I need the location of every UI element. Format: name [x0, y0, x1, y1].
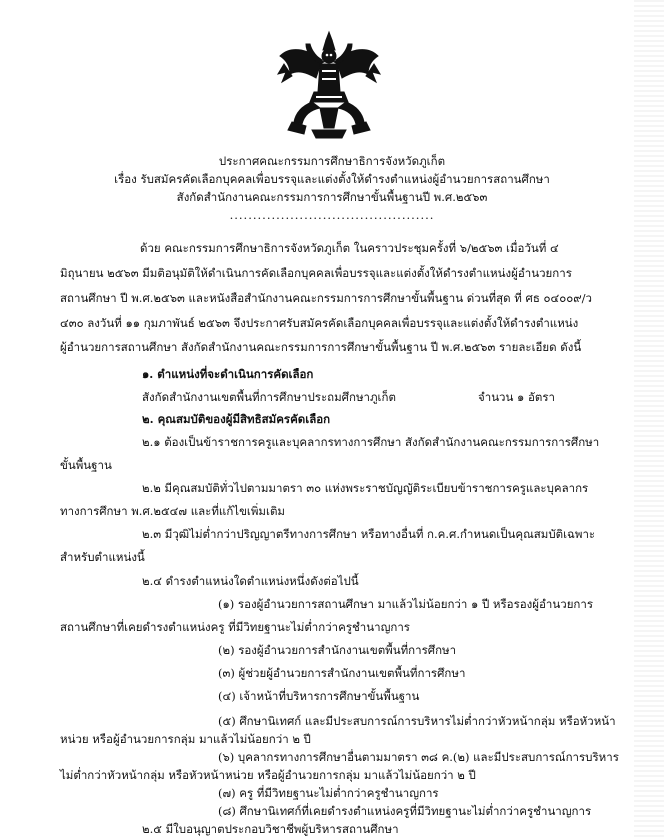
- qualification-item: ๒.๕ มีใบอนุญาตประกอบวิชาชีพผู้บริหารสถานศึกษา: [142, 822, 399, 836]
- intro-line: สถานศึกษา ปี พ.ศ.๒๕๖๓ และหนังสือสำนักงานคณะกรรมการการศึกษาขั้นพื้นฐาน ด่วนที่สุด ที่ ศธ ๐๔๐๐๙/ว: [60, 291, 593, 305]
- position-option: (๗) ครู ที่มีวิทยฐานะไม่ต่ำกว่าครูชำนาญการ: [218, 786, 439, 800]
- garuda-emblem: [276, 30, 382, 140]
- qualification-item-cont: สำหรับตำแหน่งนี้: [60, 550, 145, 564]
- separator-dots: ............................................: [229, 208, 435, 222]
- position-option-cont: สถานศึกษาที่เคยดำรงตำแหน่งครู ที่มีวิทยฐานะไม่ต่ำกว่าครูชำนาญการ: [60, 620, 410, 634]
- position-option: (๖) บุคลากรทางการศึกษาอื่นตามมาตรา ๓๘ ค.(๒) และมีประสบการณ์การบริหาร: [218, 750, 619, 764]
- qualification-item: ๒.๒ มีคุณสมบัติทั่วไปตามมาตรา ๓๐ แห่งพระราชบัญญัติระเบียบข้าราชการครูและบุคลากร: [142, 481, 589, 495]
- position-option-cont: หน่วย หรือผู้อำนวยการกลุ่ม มาแล้วไม่น้อยกว่า ๒ ปี: [60, 732, 311, 746]
- position-option: (๘) ศึกษานิเทศก์ที่เคยดำรงตำแหน่งครูที่มีวิทยฐานะไม่ต่ำกว่าครูชำนาญการ: [218, 804, 592, 818]
- position-option-cont: ไม่ต่ำกว่าหัวหน้ากลุ่ม หรือหัวหน้าหน่วย หรือผู้อำนวยการกลุ่ม มาแล้วไม่น้อยกว่า ๒ ปี: [60, 768, 476, 782]
- qualification-item-cont: ทางการศึกษา พ.ศ.๒๕๔๗ และที่แก้ไขเพิ่มเติม: [60, 504, 285, 518]
- section-1-heading: ๑. ตำแหน่งที่จะดำเนินการคัดเลือก: [142, 367, 314, 381]
- position-option: (๕) ศึกษานิเทศก์ และมีประสบการณ์การบริหารไม่ต่ำกว่าหัวหน้ากลุ่ม หรือหัวหน้า: [218, 714, 616, 728]
- issuer-title: ประกาศคณะกรรมการศึกษาธิการจังหวัดภูเก็ต: [218, 154, 446, 168]
- section-2-heading: ๒. คุณสมบัติของผู้มีสิทธิสมัครคัดเลือก: [142, 412, 331, 426]
- position-quantity: จำนวน ๑ อัตรา: [478, 390, 555, 404]
- qualification-item: ๒.๓ มีวุฒิไม่ต่ำกว่าปริญญาตรีทางการศึกษา หรือทางอื่นที่ ก.ค.ศ.กำหนดเป็นคุณสมบัติเฉพาะ: [142, 527, 596, 541]
- position-option: (๓) ผู้ช่วยผู้อำนวยการสำนักงานเขตพื้นที่การศึกษา: [218, 666, 466, 680]
- position-option: (๔) เจ้าหน้าที่บริหารการศึกษาขั้นพื้นฐาน: [218, 689, 420, 703]
- qualification-item: ๒.๔ ดำรงตำแหน่งใดตำแหน่งหนึ่งดังต่อไปนี้: [142, 574, 359, 588]
- qualification-item: ๒.๑ ต้องเป็นข้าราชการครูและบุคลากรทางการศึกษา สังกัดสำนักงานคณะกรรมการการศึกษา: [142, 435, 600, 449]
- intro-line: ๔๓๐ ลงวันที่ ๑๑ กุมภาพันธ์ ๒๕๖๓ จึงประกาศรับสมัครคัดเลือกบุคคลเพื่อบรรจุและแต่งตั้งให้ดำรงตำแหน่ง: [60, 316, 579, 330]
- intro-line: ผู้อำนวยการสถานศึกษา สังกัดสำนักงานคณะกรรมการการศึกษาขั้นพื้นฐาน ปี พ.ศ.๒๕๖๓ รายละเอียด ดังนี้: [60, 340, 582, 354]
- subject-line-1: เรื่อง รับสมัครคัดเลือกบุคคลเพื่อบรรจุและแต่งตั้งให้ดำรงตำแหน่งผู้อำนวยการสถานศึกษา: [114, 172, 550, 186]
- intro-line: ด้วย คณะกรรมการศึกษาธิการจังหวัดภูเก็ต ในคราวประชุมครั้งที่ ๖/๒๕๖๓ เมื่อวันที่ ๔: [140, 241, 559, 255]
- position-option: (๒) รองผู้อำนวยการสำนักงานเขตพื้นที่การศึกษา: [218, 643, 457, 657]
- intro-line: มิถุนายน ๒๕๖๓ มีมติอนุมัติให้ดำเนินการคัดเลือกบุคคลเพื่อบรรจุและแต่งตั้งให้ดำรงตำแหน่งผู้อำนวยการ: [60, 266, 572, 280]
- position-option: (๑) รองผู้อำนวยการสถานศึกษา มาแล้วไม่น้อยกว่า ๑ ปี หรือรองผู้อำนวยการ: [218, 597, 594, 611]
- subject-line-2: สังกัดสำนักงานคณะกรรมการการศึกษาขั้นพื้นฐานปี พ.ศ.๒๕๖๓: [176, 190, 488, 204]
- position-office: สังกัดสำนักงานเขตพื้นที่การศึกษาประถมศึกษาภูเก็ต: [142, 390, 396, 404]
- qualification-item-cont: ขั้นพื้นฐาน: [60, 458, 112, 472]
- scan-edge-texture: [634, 0, 664, 840]
